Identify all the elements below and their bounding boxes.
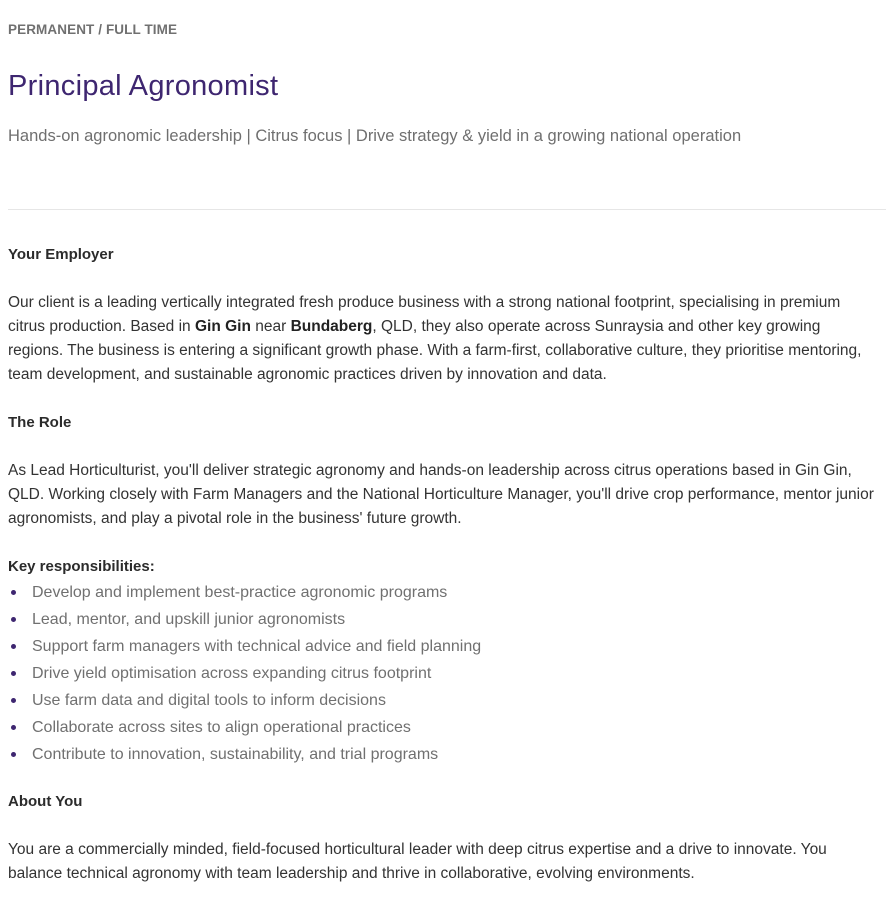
bullet-icon	[11, 698, 16, 703]
list-item-text: Contribute to innovation, sustainability, and trial programs	[32, 746, 439, 763]
bullet-icon	[11, 671, 16, 676]
list-item	[8, 579, 878, 606]
about-heading: About You	[8, 793, 83, 810]
bullet-icon	[11, 617, 16, 622]
list-item-text: Lead, mentor, and upskill junior agronomists	[32, 611, 346, 628]
responsibilities-heading: Key responsibilities:	[8, 558, 155, 575]
responsibilities-list	[8, 579, 878, 768]
employer-heading: Your Employer	[8, 246, 114, 263]
list-item	[8, 633, 878, 660]
job-type-label: PERMANENT / FULL TIME	[8, 22, 178, 37]
employer-text-2: near	[250, 318, 291, 335]
page-title: Principal Agronomist	[8, 70, 279, 102]
bullet-icon	[11, 752, 16, 757]
role-paragraph: As Lead Horticulturist, you'll deliver strategic agronomy and hands-on leadership across citrus operations based in Gin Gin, QLD. Working closely with Farm Managers and the National Horticulture Manager, you'll drive crop performance, mentor junior agronomists, and play a pivotal role in the business' future growth.	[8, 462, 874, 527]
list-item-text: Develop and implement best-practice agronomic programs	[32, 584, 448, 601]
employer-text-1: Our client is a leading vertically integrated fresh produce business with a strong national footprint, specialising in premium citrus production. Based in	[8, 294, 841, 335]
employer-text-3: , QLD, they also operate across Sunraysia and other key growing regions. The business is entering a significant growth phase. With a farm-first, collaborative culture, they prioritise mentoring, team development, and sustainable agronomic practices driven by innovation and data.	[8, 318, 862, 383]
list-item-text: Drive yield optimisation across expanding citrus footprint	[32, 665, 432, 682]
bullet-icon	[11, 725, 16, 730]
divider	[8, 209, 886, 210]
employer-location-city: Bundaberg	[290, 318, 373, 335]
bullet-icon	[11, 644, 16, 649]
list-item	[8, 660, 878, 687]
list-item-text: Use farm data and digital tools to inform decisions	[32, 692, 386, 709]
role-heading: The Role	[8, 414, 72, 431]
about-paragraph: You are a commercially minded, field-focused horticultural leader with deep citrus expertise and a drive to innovate. You balance technical agronomy with team leadership and thrive in collaborative, evolving environments.	[8, 841, 827, 882]
list-item	[8, 606, 878, 633]
job-subtitle: Hands-on agronomic leadership | Citrus focus | Drive strategy & yield in a growing national operation	[8, 127, 742, 145]
job-description	[8, 243, 878, 910]
list-item	[8, 741, 878, 768]
employer-location-town: Gin Gin	[194, 318, 251, 335]
list-item-text: Support farm managers with technical advice and field planning	[32, 638, 482, 655]
list-item	[8, 714, 878, 741]
employer-paragraph	[8, 291, 878, 387]
list-item-text: Collaborate across sites to align operational practices	[32, 719, 411, 736]
bullet-icon	[11, 590, 16, 595]
list-item	[8, 687, 878, 714]
